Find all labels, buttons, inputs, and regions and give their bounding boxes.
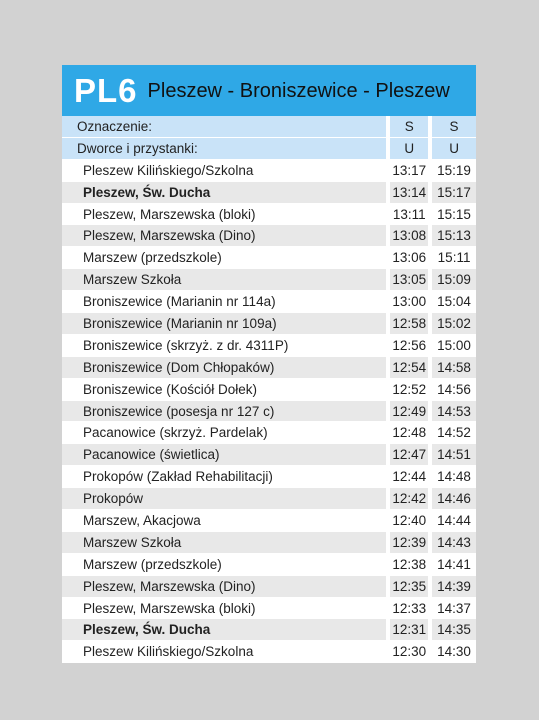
route-name: Pleszew - Broniszewice - Pleszew: [147, 79, 450, 102]
departure-time-course-1: 12:49: [390, 401, 428, 423]
departure-time-course-2: 15:13: [432, 225, 476, 247]
departure-time-course-2: 14:44: [432, 510, 476, 532]
stop-name: Pacanowice (skrzyż. Pardelak): [62, 422, 386, 444]
departure-time-course-1: 12:31: [390, 619, 428, 641]
departure-time-course-1: 12:48: [390, 422, 428, 444]
table-row: [62, 510, 476, 532]
table-row: [62, 554, 476, 576]
departure-time-course-2: 15:17: [432, 182, 476, 204]
stop-name: Marszew (przedszkole): [62, 247, 386, 269]
stop-name: Marszew Szkoła: [62, 532, 386, 554]
departure-time-course-2: 15:04: [432, 291, 476, 313]
departure-time-course-2: 14:53: [432, 401, 476, 423]
departure-time-course-2: 14:41: [432, 554, 476, 576]
departure-time-course-1: 12:33: [390, 598, 428, 620]
stop-name: Broniszewice (Kościół Dołek): [62, 379, 386, 401]
table-row: [62, 225, 476, 247]
departure-time-course-2: 14:46: [432, 488, 476, 510]
departure-time-course-2: 15:15: [432, 204, 476, 226]
table-row: [62, 313, 476, 335]
departure-time-course-2: 14:58: [432, 357, 476, 379]
stop-name: Prokopów (Zakład Rehabilitacji): [62, 466, 386, 488]
departure-time-course-2: 14:39: [432, 576, 476, 598]
departure-time-course-1: 13:06: [390, 247, 428, 269]
stop-name: Marszew Szkoła: [62, 269, 386, 291]
header-label: Oznaczenie:: [62, 116, 386, 138]
header-course-2: S: [432, 116, 476, 138]
departure-time-course-2: 14:48: [432, 466, 476, 488]
stop-name: Pleszew Kilińskiego/Szkolna: [62, 160, 386, 182]
stop-name: Marszew (przedszkole): [62, 554, 386, 576]
header-course-1: U: [390, 138, 428, 160]
route-code: PL6: [74, 72, 138, 109]
departure-time-course-1: 12:38: [390, 554, 428, 576]
stop-name: Pacanowice (świetlica): [62, 444, 386, 466]
departure-time-course-1: 12:30: [390, 641, 428, 663]
departure-time-course-1: 13:05: [390, 269, 428, 291]
table-row: [62, 247, 476, 269]
departure-time-course-2: 14:51: [432, 444, 476, 466]
table-row: [62, 204, 476, 226]
departure-time-course-1: 13:00: [390, 291, 428, 313]
departure-time-course-2: 15:00: [432, 335, 476, 357]
stop-name: Pleszew, Marszewska (Dino): [62, 576, 386, 598]
departure-time-course-2: 15:02: [432, 313, 476, 335]
departure-time-course-1: 12:56: [390, 335, 428, 357]
departure-time-course-1: 13:17: [390, 160, 428, 182]
departure-time-course-1: 12:47: [390, 444, 428, 466]
departure-time-course-1: 12:52: [390, 379, 428, 401]
header-label: Dworce i przystanki:: [62, 138, 386, 160]
stop-name: Marszew, Akacjowa: [62, 510, 386, 532]
departure-time-course-2: 14:52: [432, 422, 476, 444]
departure-time-course-2: 14:35: [432, 619, 476, 641]
route-header: [62, 65, 476, 116]
table-row: [62, 357, 476, 379]
stop-name: Broniszewice (skrzyż. z dr. 4311P): [62, 335, 386, 357]
table-row: [62, 576, 476, 598]
table-row: [62, 641, 476, 663]
departure-time-course-1: 12:42: [390, 488, 428, 510]
stop-name: Pleszew, Marszewska (bloki): [62, 204, 386, 226]
departure-time-course-1: 13:08: [390, 225, 428, 247]
stop-name: Pleszew, Św. Ducha: [62, 182, 386, 204]
table-row: [62, 598, 476, 620]
stop-name: Broniszewice (Marianin nr 114a): [62, 291, 386, 313]
departure-time-course-2: 14:56: [432, 379, 476, 401]
table-row: [62, 401, 476, 423]
departure-time-course-1: 12:35: [390, 576, 428, 598]
header-row: [62, 116, 476, 138]
table-row: [62, 291, 476, 313]
departure-time-course-1: 12:58: [390, 313, 428, 335]
departure-time-course-1: 12:40: [390, 510, 428, 532]
stop-name: Prokopów: [62, 488, 386, 510]
departure-time-course-2: 14:30: [432, 641, 476, 663]
table-row: [62, 379, 476, 401]
table-row: [62, 269, 476, 291]
table-row: [62, 160, 476, 182]
table-row: [62, 422, 476, 444]
table-row: [62, 532, 476, 554]
departure-time-course-1: 12:44: [390, 466, 428, 488]
departure-time-course-2: 15:11: [432, 247, 476, 269]
table-row: [62, 619, 476, 641]
stop-name: Broniszewice (Marianin nr 109a): [62, 313, 386, 335]
timetable-body: [62, 116, 476, 663]
departure-time-course-1: 12:54: [390, 357, 428, 379]
departure-time-course-2: 14:37: [432, 598, 476, 620]
header-course-1: S: [390, 116, 428, 138]
timetable: [62, 116, 476, 663]
stop-name: Pleszew, Marszewska (Dino): [62, 225, 386, 247]
stop-name: Broniszewice (Dom Chłopaków): [62, 357, 386, 379]
table-row: [62, 182, 476, 204]
table-row: [62, 444, 476, 466]
stop-name: Pleszew, Św. Ducha: [62, 619, 386, 641]
table-row: [62, 488, 476, 510]
header-row: [62, 138, 476, 160]
stop-name: Broniszewice (posesja nr 127 c): [62, 401, 386, 423]
table-row: [62, 335, 476, 357]
departure-time-course-1: 13:14: [390, 182, 428, 204]
departure-time-course-1: 12:39: [390, 532, 428, 554]
stop-name: Pleszew Kilińskiego/Szkolna: [62, 641, 386, 663]
stop-name: Pleszew, Marszewska (bloki): [62, 598, 386, 620]
departure-time-course-2: 15:19: [432, 160, 476, 182]
timetable-card: [62, 65, 476, 662]
departure-time-course-2: 15:09: [432, 269, 476, 291]
table-row: [62, 466, 476, 488]
header-course-2: U: [432, 138, 476, 160]
departure-time-course-2: 14:43: [432, 532, 476, 554]
departure-time-course-1: 13:11: [390, 204, 428, 226]
